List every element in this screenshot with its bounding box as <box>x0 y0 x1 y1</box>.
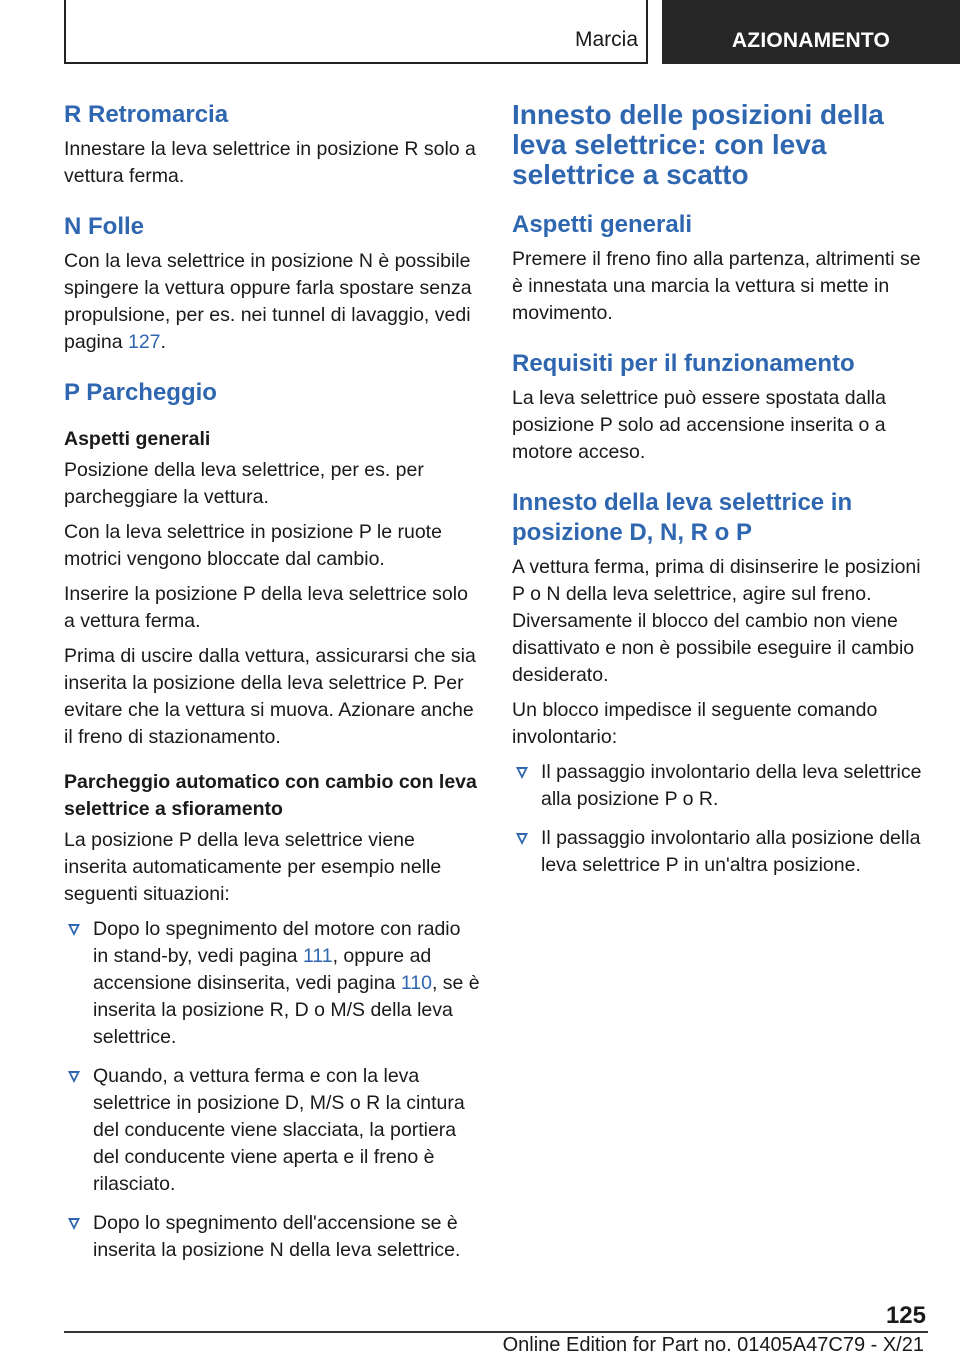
triangle-bullet-icon <box>516 767 528 779</box>
page-link-127[interactable]: 127 <box>127 331 161 353</box>
list-item <box>64 1063 480 1198</box>
bullet-text: Quando, a vettura ferma e con la leva selettrice in posizione D, M/S o R la cintura del conducente viene slacciata, la portiera del conducente viene aperta e il freno è rilasciato. <box>93 1065 465 1195</box>
triangle-bullet-icon <box>68 1071 80 1083</box>
triangle-bullet-icon <box>516 833 528 845</box>
left-column <box>64 100 480 1276</box>
section-innesto <box>512 488 928 879</box>
text-p-5: La posizione P della leva selettrice viene inserita automaticamente per esempio nelle seguenti situazioni: <box>64 829 442 905</box>
triangle-bullet-icon <box>68 1218 80 1230</box>
text-p-2: Con la leva selettrice in posizione P le ruote motrici vengono bloccate dal cambio. <box>64 521 442 570</box>
text-p-4: Prima di uscire dalla vettura, assicurarsi che sia inserita la posizione della leva selettrice P. Per evitare che la vettura si muova. Azionare anche il freno di stazionamento. <box>64 645 476 748</box>
heading-r-retromarcia: R Retromarcia <box>64 101 229 128</box>
text-n <box>64 248 480 356</box>
bullet-text: Dopo lo spegnimento dell'accensione se è inserita la posizione N della leva selettrice. <box>93 1212 461 1261</box>
right-column <box>512 100 928 891</box>
bullet-text: Il passaggio involontario della leva selettrice alla posizione P o R. <box>541 761 922 810</box>
main-heading: Innesto delle posizioni della leva selettrice: con leva selettrice a scatto <box>512 99 884 190</box>
heading-p-parcheggio: P Parcheggio <box>64 379 217 406</box>
section-n <box>64 212 480 356</box>
text-aspetti-generali: Premere il freno fino alla partenza, altrimenti se è innestata una marcia la vettura si mette in movimento. <box>512 248 921 324</box>
section-r <box>64 100 480 190</box>
bullet-text: , oppure ad accensione disinserita, vedi pagina <box>93 945 432 994</box>
text-n-body: Con la leva selettrice in posizione N è possibile spingere la vettura oppure farla spostare senza propulsione, per es. nei tunnel di lavaggio, vedi pagina <box>64 250 472 353</box>
bullet-text: Il passaggio involontario alla posizione della leva selettrice P in un'altra posizione. <box>541 827 921 876</box>
page-link-111[interactable]: 111 <box>302 945 333 967</box>
subheading-parcheggio-automatico: Parcheggio automatico con cambio con leva selettrice a sfioramento <box>64 771 477 820</box>
subheading-aspetti-generali: Aspetti generali <box>64 428 211 450</box>
section-aspetti-generali <box>512 210 928 327</box>
list-item <box>512 759 928 813</box>
list-item <box>512 825 928 879</box>
section-requisiti <box>512 349 928 466</box>
footer-divider <box>64 1331 928 1333</box>
chapter-tab[interactable] <box>662 0 960 64</box>
header-frame <box>64 0 648 64</box>
heading-requisiti: Requisiti per il funzionamento <box>512 350 855 377</box>
text-innesto-2: Un blocco impedisce il seguente comando involontario: <box>512 699 878 748</box>
section-p <box>64 378 480 1264</box>
header-section-title: Marcia <box>574 28 638 51</box>
list-item <box>64 1210 480 1264</box>
bullet-text: Dopo lo spegnimento del motore con radio in stand-by, vedi pagina <box>93 918 461 967</box>
triangle-bullet-icon <box>68 924 80 936</box>
heading-n-folle: N Folle <box>64 213 145 240</box>
page-number: 125 <box>885 1302 926 1329</box>
text-requisiti: La leva selettrice può essere spostata dalla posizione P solo ad accensione inserita o a motore acceso. <box>512 387 886 463</box>
list-item <box>64 916 480 1051</box>
text-p-1: Posizione della leva selettrice, per es. per parcheggiare la vettura. <box>64 459 424 508</box>
page-link-110[interactable]: 110 <box>400 972 432 994</box>
footer-edition: Online Edition for Part no. 01405A47C79 - X/21 <box>502 1334 924 1356</box>
text-p-3: Inserire la posizione P della leva selettrice solo a vettura ferma. <box>64 583 468 632</box>
heading-aspetti-generali: Aspetti generali <box>512 211 693 238</box>
text-n-end: . <box>160 331 166 353</box>
bullet-list-right <box>512 759 928 879</box>
heading-innesto: Innesto della leva selettrice in posizione D, N, R o P <box>512 489 853 546</box>
bullet-list-left <box>64 916 480 1264</box>
bullet-text: , se è inserita la posizione R, D o M/S della leva selettrice. <box>93 972 480 1048</box>
chapter-tab-label: AZIONAMENTO <box>731 29 891 52</box>
text-r: Innestare la leva selettrice in posizione R solo a vettura ferma. <box>64 138 476 187</box>
text-innesto-1: A vettura ferma, prima di disinserire le posizioni P o N della leva selettrice, agire sul freno. Diversamente il blocco del cambio non viene disattivato e non è possibile eseguire il cambio desiderato. <box>512 556 921 686</box>
